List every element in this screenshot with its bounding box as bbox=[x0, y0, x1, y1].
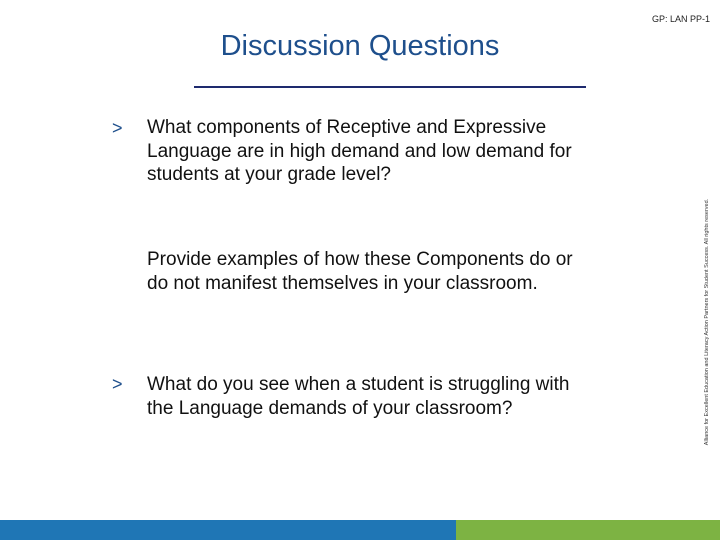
question-2: What do you see when a student is struggling with the Language demands of your classroom? bbox=[147, 374, 570, 419]
copyright-notice: Alliance for Excellent Education and Literacy Action Partners for Student Success. All rights reserved. bbox=[704, 198, 710, 446]
slide-code: GP: LAN PP-1 bbox=[651, 14, 710, 24]
title-underline bbox=[194, 86, 586, 88]
footer-bar-green bbox=[456, 520, 720, 540]
page-title: Discussion Questions bbox=[220, 30, 500, 62]
bullet-marker-1: > bbox=[112, 118, 123, 138]
bullet-marker-2: > bbox=[112, 374, 123, 394]
footer-bar-blue bbox=[0, 520, 456, 540]
question-1: What components of Receptive and Expressive Language are in high demand and low demand for students at your grade level? bbox=[147, 117, 572, 185]
question-1-followup: Provide examples of how these Components do or do not manifest themselves in your classroom. bbox=[147, 249, 573, 294]
